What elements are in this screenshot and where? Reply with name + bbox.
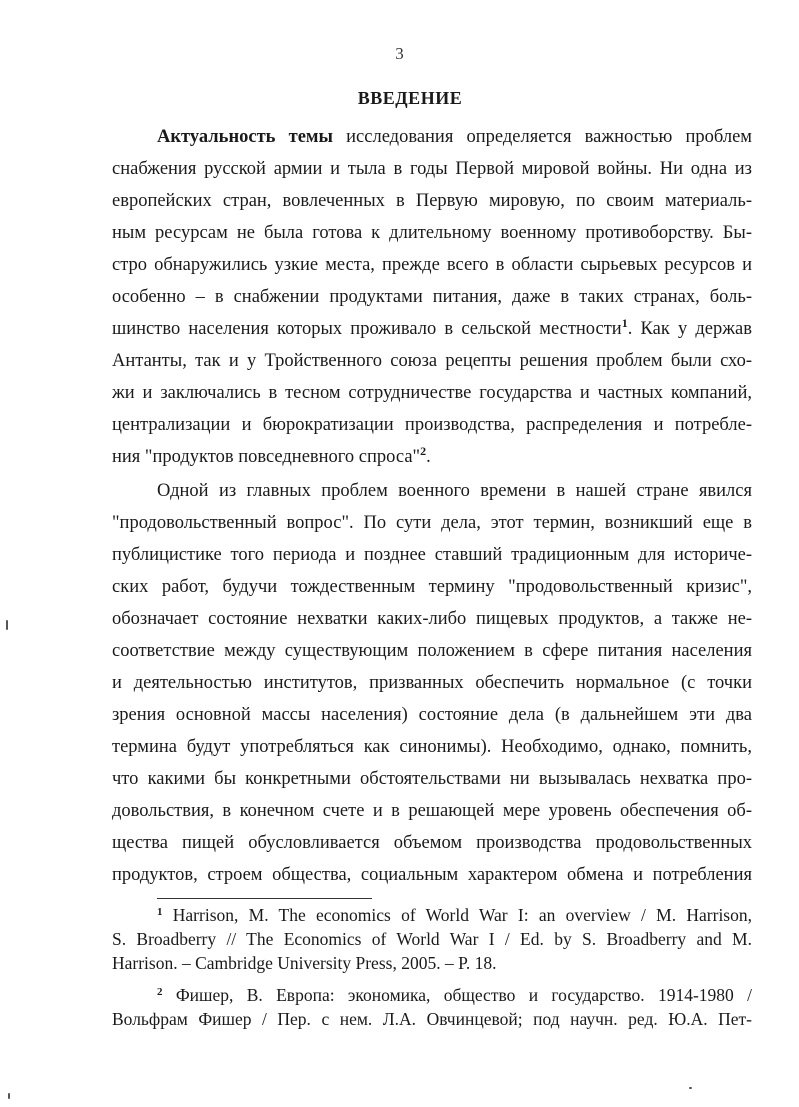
text-line: продуктов, строем общества, социальным характером обмена и потребления xyxy=(112,865,752,885)
text-line: "продовольственный вопрос". По сути дела, этот термин, возникший еще в xyxy=(112,513,752,533)
text-line: что какими бы конкретными обстоятельствами ни вызывалась нехватка про- xyxy=(112,769,752,789)
footnote-line: $^2$ Фишер, В. Европа: экономика, общество и государство. 1914-1980 / xyxy=(157,985,752,1005)
footnote-line: Вольфрам Фишер / Пер. с нем. Л.А. Овчинцевой; под научн. ред. Ю.А. Пет- xyxy=(112,1009,752,1029)
text-line: стро обнаружились узкие места, прежде всего в области сырьевых ресурсов и xyxy=(112,255,752,275)
scan-speck xyxy=(8,1093,10,1099)
footnote-ref: 1 xyxy=(621,316,628,330)
page-number: 3 xyxy=(395,44,404,63)
body-text xyxy=(112,121,752,891)
text-line: соответствие между существующим положением в сфере питания населения xyxy=(112,641,752,661)
text-line: европейских стран, вовлеченных в Первую мировую, по своим материаль- xyxy=(112,191,752,211)
text-line: жи и заключались в тесном сотрудничестве государства и частных компаний, xyxy=(112,383,752,403)
scan-speck xyxy=(6,620,8,630)
text-line: централизации и бюрократизации производства, распределения и потребле- xyxy=(112,415,752,435)
text-line: Одной из главных проблем военного времени в нашей стране явился xyxy=(157,481,752,501)
text-line: шинство населения которых проживало в сельской местности$^1$. Как у держав xyxy=(112,316,752,339)
text-line: снабжения русской армии и тыла в годы Первой мировой войны. Ни одна из xyxy=(112,159,752,179)
section-heading: ВВЕДЕНИЕ xyxy=(357,88,463,108)
text-line: публицистике того периода и позднее ставший традиционным для историче- xyxy=(112,545,752,565)
text-line: и деятельностью институтов, призванных обеспечить нормальное (с точки xyxy=(112,673,752,693)
text-line: зрения основной массы населения) состояние дела (в дальнейшем эти два xyxy=(112,705,752,725)
scan-speck xyxy=(689,1087,692,1089)
lead-term: Актуальность темы xyxy=(157,127,333,147)
footnotes xyxy=(112,903,752,1031)
footnote-marker: 2 xyxy=(157,986,163,998)
footnote-ref: 2 xyxy=(420,444,427,458)
text-line: термина будут употребляться как синонимы). Необходимо, однако, помнить, xyxy=(112,737,752,757)
footnote-line: Harrison. – Cambridge University Press, 2005. – P. 18. xyxy=(112,953,497,973)
text-line: ских работ, будучи тождественным термину "продовольственный кризис", xyxy=(112,577,752,597)
text-line: Антанты, так и у Тройственного союза рецепты решения проблем были схо- xyxy=(112,351,752,371)
footnote-marker: 1 xyxy=(157,906,163,918)
text-line: ния "продуктов повседневного спроса"$^2$. xyxy=(112,444,431,467)
text-line: ным ресурсам не была готова к длительному военному противоборству. Бы- xyxy=(112,223,752,243)
text-line: довольствия, в конечном счете и в решающей мере уровень обеспечения об- xyxy=(112,801,752,821)
footnote-line: S. Broadberry // The Economics of World War I / Ed. by S. Broadberry and M. xyxy=(112,929,752,949)
text-line: щества пищей обусловливается объемом производства продовольственных xyxy=(112,833,752,853)
text-line: обозначает состояние нехватки каких-либо пищевых продуктов, а также не- xyxy=(112,609,752,629)
text-line: Актуальность темы исследования определяется важностью проблем xyxy=(157,127,753,147)
footnote-divider xyxy=(157,898,372,899)
footnote-line: $^1$ Harrison, M. The economics of World War I: an overview / M. Harrison, xyxy=(157,905,752,925)
text-line: особенно – в снабжении продуктами питания, даже в таких странах, боль- xyxy=(112,287,752,307)
